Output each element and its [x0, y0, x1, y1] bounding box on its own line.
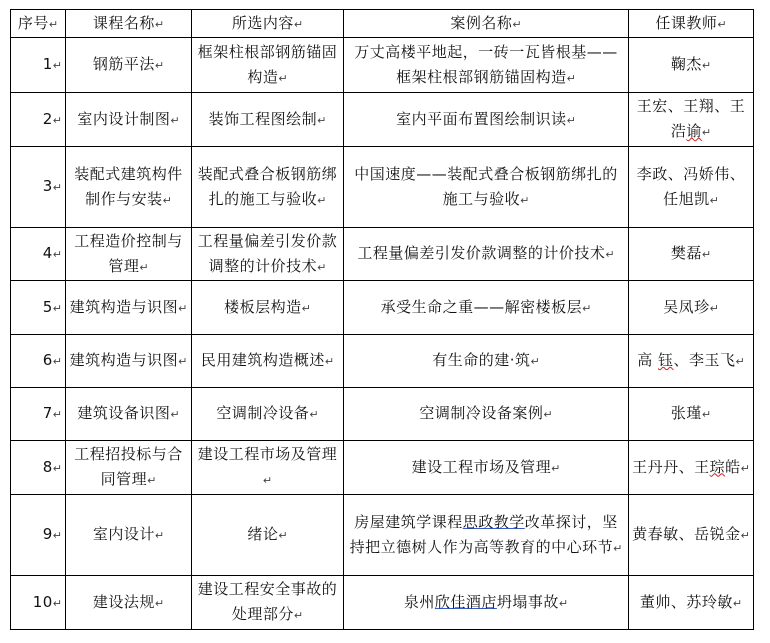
selected-content: 框架柱根部钢筋锚固构造↵ — [192, 38, 344, 93]
row-number: 9↵ — [11, 495, 66, 576]
row-number: 8↵ — [11, 441, 66, 495]
header-number: 序号↵ — [11, 10, 66, 38]
table-row — [11, 93, 754, 147]
paragraph-mark: ↵ — [52, 59, 62, 72]
teacher: 鞠杰↵ — [629, 38, 754, 93]
table-row — [11, 335, 754, 388]
case-name: 万丈高楼平地起，一砖一瓦皆根基——框架柱根部钢筋锚固构造↵ — [344, 38, 629, 93]
paragraph-mark: ↵ — [566, 113, 576, 127]
paragraph-mark: ↵ — [139, 260, 149, 274]
table-row — [11, 281, 754, 335]
course-name: 建筑构造与识图↵ — [66, 281, 192, 335]
grammar-mark: 思政教学 — [462, 512, 525, 531]
row-number: 1↵ — [11, 38, 66, 93]
paragraph-mark: ↵ — [613, 541, 623, 555]
table-row — [11, 228, 754, 281]
spellcheck-mark: 琮 — [709, 457, 726, 476]
case-name: 室内平面布置图绘制识读↵ — [344, 93, 629, 147]
paragraph-mark: ↵ — [701, 408, 712, 421]
paragraph-mark: ↵ — [178, 355, 188, 368]
teacher: 董帅、苏玲敏↵ — [629, 576, 754, 630]
paragraph-mark: ↵ — [566, 71, 576, 85]
selected-content: 绪论↵ — [192, 495, 344, 576]
paragraph-mark: ↵ — [512, 17, 522, 31]
case-name: 建设工程市场及管理↵ — [344, 441, 629, 495]
paragraph-mark: ↵ — [701, 59, 712, 72]
paragraph-mark: ↵ — [317, 113, 327, 127]
paragraph-mark: ↵ — [52, 181, 62, 194]
paragraph-mark: ↵ — [52, 113, 62, 127]
paragraph-mark: ↵ — [154, 596, 165, 610]
header-course: 课程名称↵ — [66, 10, 192, 38]
paragraph-mark: ↵ — [701, 248, 712, 261]
selected-content: 建设工程市场及管理↵ — [192, 441, 344, 495]
selected-content: 空调制冷设备↵ — [192, 388, 344, 441]
header-case: 案例名称↵ — [344, 10, 629, 38]
row-number: 7↵ — [11, 388, 66, 441]
row-number: 4↵ — [11, 228, 66, 281]
selected-content: 装配式叠合板钢筋绑扎的施工与验收↵ — [192, 147, 344, 228]
paragraph-mark: ↵ — [52, 355, 62, 368]
paragraph-mark: ↵ — [170, 408, 180, 421]
paragraph-mark: ↵ — [582, 301, 592, 315]
paragraph-mark: ↵ — [717, 17, 727, 31]
paragraph-mark: ↵ — [52, 461, 62, 475]
paragraph-mark: ↵ — [154, 59, 165, 72]
course-name: 建筑构造与识图↵ — [66, 335, 192, 388]
table-row — [11, 441, 754, 495]
paragraph-mark: ↵ — [701, 126, 712, 139]
paragraph-mark: ↵ — [317, 260, 327, 274]
paragraph-mark: ↵ — [605, 248, 615, 261]
header-teacher: 任课教师↵ — [629, 10, 754, 38]
spellcheck-mark: 钰 — [658, 351, 674, 369]
paragraph-mark: ↵ — [52, 529, 62, 542]
course-name: 钢筋平法↵ — [66, 38, 192, 93]
course-name: 室内设计制图↵ — [66, 93, 192, 147]
row-number: 10↵ — [11, 576, 66, 630]
paragraph-mark: ↵ — [735, 355, 745, 368]
paragraph-mark: ↵ — [309, 408, 319, 421]
paragraph-mark: ↵ — [732, 596, 743, 610]
teacher: 樊磊↵ — [629, 228, 754, 281]
teacher: 李政、冯娇伟、任旭凯↵ — [629, 147, 754, 228]
paragraph-mark: ↵ — [740, 529, 750, 542]
course-name: 工程招投标与合同管理↵ — [66, 441, 192, 495]
paragraph-mark: ↵ — [52, 301, 62, 315]
teacher: 张瑾↵ — [629, 388, 754, 441]
paragraph-mark: ↵ — [301, 301, 311, 315]
table-row — [11, 38, 754, 93]
selected-content: 建设工程安全事故的处理部分↵ — [192, 576, 344, 630]
selected-content: 民用建筑构造概述↵ — [192, 335, 344, 388]
teacher: 黄春敏、岳锐金↵ — [629, 495, 754, 576]
paragraph-mark: ↵ — [709, 301, 719, 315]
row-number: 2↵ — [11, 93, 66, 147]
paragraph-mark: ↵ — [52, 248, 62, 261]
teacher: 王宏、王翔、王浩谕↵ — [629, 93, 754, 147]
table-row — [11, 576, 754, 630]
case-name: 承受生命之重——解密楼板层↵ — [344, 281, 629, 335]
table-row — [11, 388, 754, 441]
teacher: 王丹丹、王琮皓↵ — [629, 441, 754, 495]
paragraph-mark: ↵ — [278, 529, 288, 542]
paragraph-mark: ↵ — [740, 461, 750, 475]
course-name: 装配式建筑构件制作与安装↵ — [66, 147, 192, 228]
course-name: 室内设计↵ — [66, 495, 192, 576]
paragraph-mark: ↵ — [170, 113, 180, 127]
paragraph-mark: ↵ — [154, 17, 165, 31]
paragraph-mark: ↵ — [543, 408, 553, 421]
paragraph-mark: ↵ — [551, 461, 561, 475]
selected-content: 楼板层构造↵ — [192, 281, 344, 335]
paragraph-mark: ↵ — [162, 193, 172, 207]
paragraph-mark: ↵ — [317, 193, 327, 207]
case-name: 泉州欣佳酒店坍塌事故↵ — [344, 576, 629, 630]
paragraph-mark: ↵ — [52, 596, 62, 610]
header-row — [11, 10, 754, 38]
course-case-table — [10, 9, 754, 630]
course-name: 建筑设备识图↵ — [66, 388, 192, 441]
paragraph-mark: ↵ — [293, 17, 304, 31]
spellcheck-mark: 谕 — [686, 122, 702, 140]
paragraph-mark: ↵ — [178, 301, 188, 315]
row-number: 5↵ — [11, 281, 66, 335]
teacher: 高 钰、李玉飞↵ — [629, 335, 754, 388]
paragraph-mark: ↵ — [278, 71, 288, 85]
paragraph-mark: ↵ — [520, 193, 530, 207]
grammar-mark: 欣佳酒店 — [434, 592, 497, 611]
row-number: 6↵ — [11, 335, 66, 388]
paragraph-mark: ↵ — [558, 596, 569, 610]
paragraph-mark: ↵ — [48, 17, 59, 31]
selected-content: 工程量偏差引发价款调整的计价技术↵ — [192, 228, 344, 281]
paragraph-mark: ↵ — [52, 408, 62, 421]
selected-content: 装饰工程图绘制↵ — [192, 93, 344, 147]
table-row — [11, 147, 754, 228]
teacher: 吴凤珍↵ — [629, 281, 754, 335]
paragraph-mark: ↵ — [262, 474, 273, 487]
paragraph-mark: ↵ — [324, 355, 335, 368]
paragraph-mark: ↵ — [530, 355, 540, 368]
course-name: 工程造价控制与管理↵ — [66, 228, 192, 281]
paragraph-mark: ↵ — [147, 474, 157, 487]
table-row — [11, 495, 754, 576]
case-name: 空调制冷设备案例↵ — [344, 388, 629, 441]
course-name: 建设法规↵ — [66, 576, 192, 630]
case-name: 房屋建筑学课程思政教学改革探讨，坚持把立德树人作为高等教育的中心环节↵ — [344, 495, 629, 576]
paragraph-mark: ↵ — [154, 529, 165, 542]
paragraph-mark: ↵ — [293, 609, 304, 622]
paragraph-mark: ↵ — [709, 193, 719, 207]
case-name: 有生命的建·筑↵ — [344, 335, 629, 388]
row-number: 3↵ — [11, 147, 66, 228]
case-name: 工程量偏差引发价款调整的计价技术↵ — [344, 228, 629, 281]
header-content: 所选内容↵ — [192, 10, 344, 38]
case-name: 中国速度——装配式叠合板钢筋绑扎的施工与验收↵ — [344, 147, 629, 228]
